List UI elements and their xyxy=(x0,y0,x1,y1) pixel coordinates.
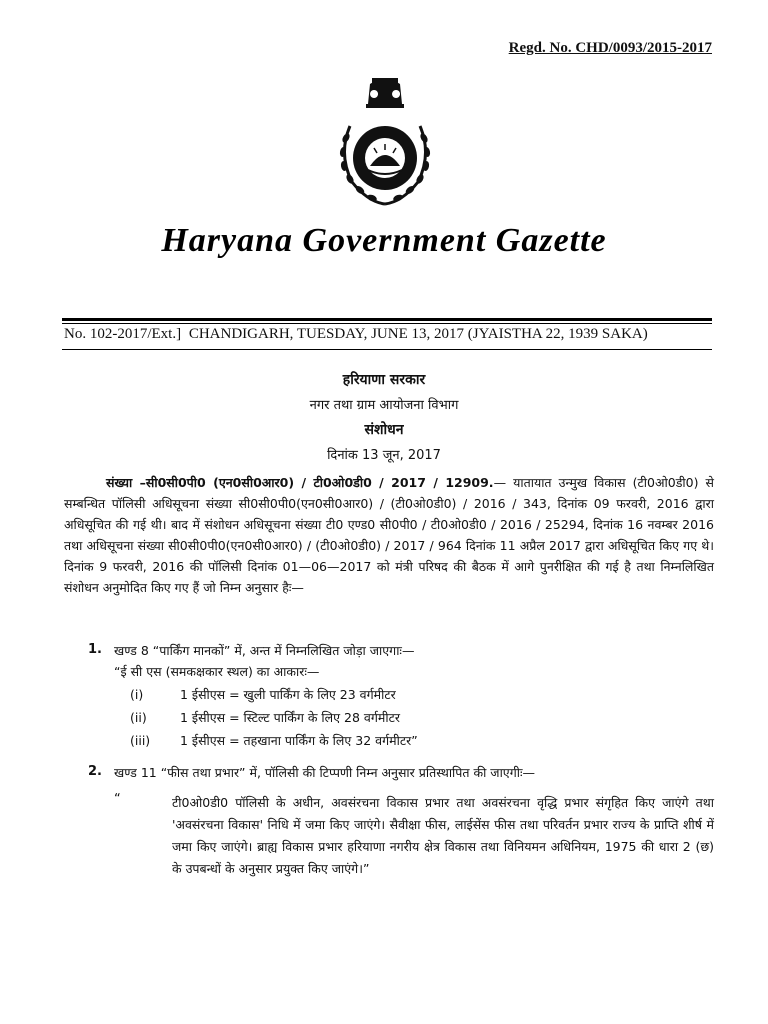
subject-heading: संशोधन xyxy=(364,422,404,438)
sub-item-number: (ii) xyxy=(130,710,147,725)
haryana-emblem-logo xyxy=(330,74,440,214)
gazette-title: Haryana Government Gazette xyxy=(161,222,607,259)
item-text: खण्ड 8 “पार्किंग मानकों” में, अन्त में निम्नलिखित जोड़ा जाएगाः— xyxy=(114,643,415,658)
notice-date: दिनांक 13 जून, 2017 xyxy=(327,448,441,463)
opening-quote: “ xyxy=(114,792,121,807)
header-rule-top xyxy=(62,318,712,321)
item-line: “ई सी एस (समकक्षकार स्थल) का आकारः— xyxy=(114,664,320,679)
header-rule-thin xyxy=(62,323,712,324)
sub-item xyxy=(130,732,418,749)
item-number: 2. xyxy=(88,764,102,779)
header-rule-bottom xyxy=(62,349,712,350)
department-heading: नगर तथा ग्राम आयोजना विभाग xyxy=(309,398,459,413)
issue-date: CHANDIGARH, TUESDAY, JUNE 13, 2017 (JYAISTHA 22, 1939 SAKA) xyxy=(188,326,648,342)
item-text: खण्ड 11 “फीस तथा प्रभार” में, पॉलिसी की टिप्पणी निम्न अनुसार प्रतिस्थापित की जाएगीः— xyxy=(114,765,536,780)
quoted-block: टी0ओ0डी0 पॉलिसी के अधीन, अवसंरचना विकास प्रभार तथा अवसंरचना वृद्धि प्रभार संगृहित किए जाएंगे तथा 'अवसंरचना विकास' निधि में जमा किए जाएंगे। सैवीक्षा फीस, लाईसेंस फीस तथा परिवर्तन प्रभार राज्य के प्राप्ति शीर्ष में जमा किए जाएंगे। ब्राह्य विकास प्रभार हरियाणा नगरीय क्षेत्र विकास तथा विनियमन अधिनियम, 1975 की धारा 2 (छ) के उपबन्धों के अनुसार प्रयुक्त किए जाएंगे।” xyxy=(172,795,714,876)
sub-item xyxy=(130,709,400,726)
issue-number: No. 102-2017/Ext.] xyxy=(64,326,182,342)
notice-body xyxy=(64,472,714,598)
sub-item-text: 1 ईसीएस = खुली पार्किंग के लिए 23 वर्गमीटर xyxy=(180,687,396,702)
sub-item-number: (i) xyxy=(130,687,144,702)
government-heading: हरियाणा सरकार xyxy=(342,372,426,388)
item-number: 1. xyxy=(88,642,102,657)
notice-body-text: — यातायात उन्मुख विकास (टी0ओ0डी0) से सम्बन्धित पॉलिसी अधिसूचना संख्या सी0सी0पी0(एन0सी0आर0) / (टी0ओ0डी0) / 2016 / 343, दिनांक 09 फरवरी, 2016 द्वारा अधिसूचित की गई थी। बाद में संशोधन अधिसूचना संख्या टी0 एण्ड0 सी0पी0 / टी0ओ0डी0 / 2016 / 25294, दिनांक 16 नवम्बर 2016 तथा अधिसूचना संख्या सी0सी0पी0(एन0सी0आर0) / (टी0ओ0डी0) / 2017 / 964 दिनांक 11 अप्रैल 2017 द्वारा अधिसूचित किए गए थे। दिनांक 9 फरवरी, 2016 की पॉलिसी दिनांक 01—06—2017 को मंत्री परिषद की बैठक में आगे पुनरीक्षित की गई है तथा निम्नलिखित संशोधन अनुमोदित किए गए हैं जो निम्न अनुसार हैः— xyxy=(64,475,714,595)
sub-item-text: 1 ईसीएस = तहखाना पार्किंग के लिए 32 वर्गमीटर” xyxy=(180,733,418,748)
sub-item xyxy=(130,686,396,703)
registration-number: Regd. No. CHD/0093/2015-2017 xyxy=(508,40,712,56)
notice-reference-number: संख्या –सी0सी0पी0 (एन0सी0आर0) / टी0ओ0डी0 / 2017 / 12909. xyxy=(106,475,494,490)
lion-capital-icon xyxy=(366,78,404,108)
sub-item-number: (iii) xyxy=(130,733,151,748)
issue-dateline xyxy=(64,326,714,343)
sub-item-text: 1 ईसीएस = स्टिल्ट पार्किंग के लिए 28 वर्गमीटर xyxy=(180,710,401,725)
